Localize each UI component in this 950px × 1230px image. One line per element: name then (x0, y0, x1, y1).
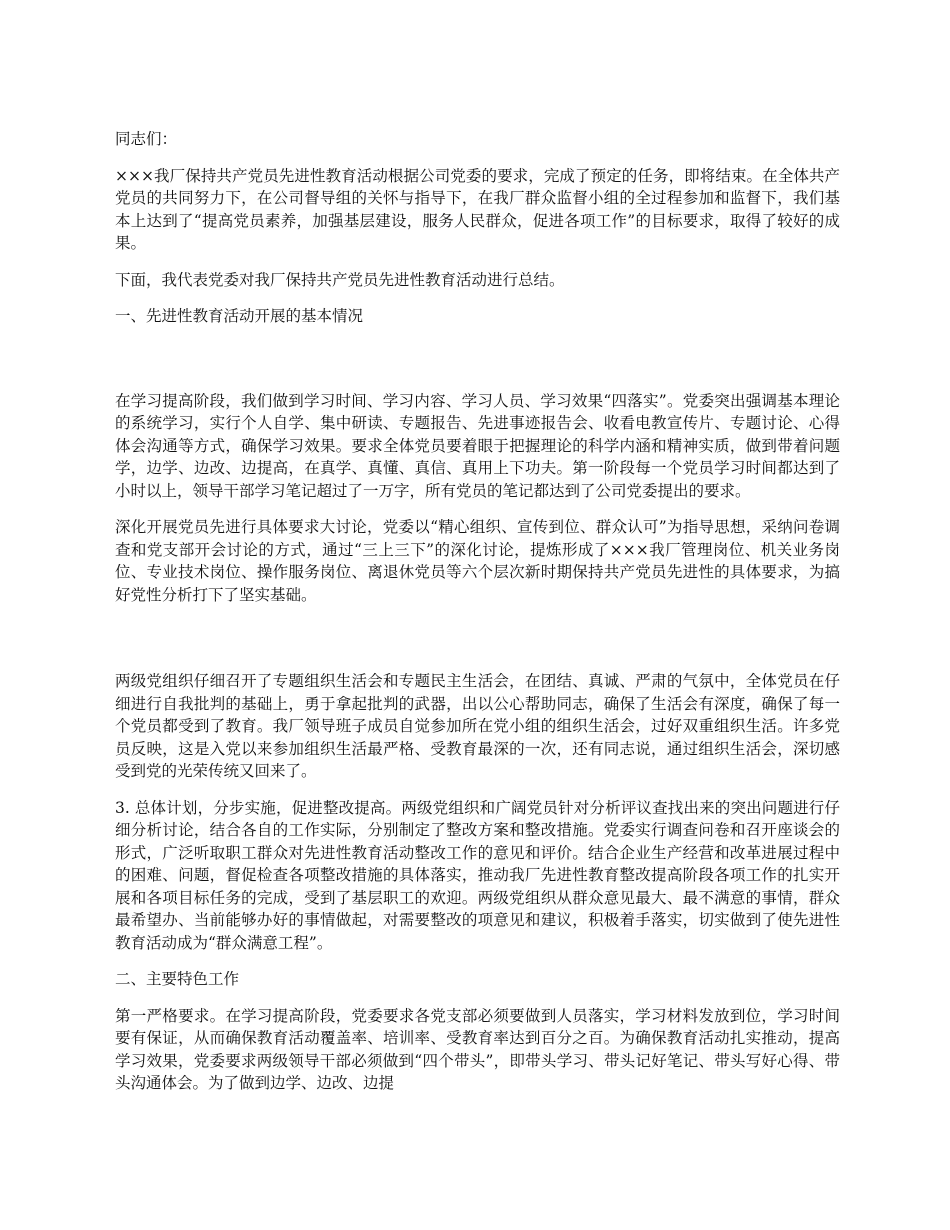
spacer (115, 620, 840, 670)
section-heading-special-work: 二、主要特色工作 (115, 970, 240, 988)
plan-paragraph: 3. 总体计划，分步实施，促进整改提高。两级党组织和广阔党员针对分析评议查找出来的突出问题进行仔细分析讨论，结合各自的工作实际，分别制定了整改方案和整改措施。党委实行调查问卷和召开座谈会的形式，广泛听取职工群众对先进性教育活动整改工作的意见和评价。结合企业生产经营和改革进展过程中的困难、问题，督促检查各项整改措施的具体落实，推动我厂先进性教育整改提高阶段各项工作的扎实开展和各项目标任务的完成，受到了基层职工的欢迎。两级党组织从群众意见最大、最不满意的事情，群众最希望办、当前能够办好的事情做起，对需要整改的项意见和建议，积极着手落实，切实做到了使先进性教育活动成为“群众满意工程”。 (115, 798, 840, 952)
section-heading-basic-situation: 一、先进性教育活动开展的基本情况 (115, 307, 364, 325)
study-paragraph: 在学习提高阶段，我们做到学习时间、学习内容、学习人员、学习效果“四落实”。党委突出强调基本理论的系统学习，实行个人自学、集中研读、专题报告、先进事迹报告会、收看电教宣传片、专题讨论、心得体会沟通等方式，确保学习效果。要求全体党员要着眼于把握理论的科学内涵和精神实质，做到带着问题学，边学、边改、边提高，在真学、真懂、真信、真用上下功夫。第一阶段每一个党员学习时间都达到了小时以上，领导干部学习笔记超过了一万字，所有党员的笔记都达到了公司党委提出的要求。 (115, 391, 840, 500)
meeting-paragraph: 两级党组织仔细召开了专题组织生活会和专题民主生活会，在团结、真诚、严肃的气氛中，全体党员在仔细进行自我批判的基础上，勇于拿起批判的武器，出以公心帮助同志，确保了生活会有深度，确保了每一个党员都受到了教育。我厂领导班子成员自觉参加所在党小组的组织生活会，过好双重组织生活。许多党员反映，这是入党以来参加组织生活最严格、受教育最深的一次，还有同志说，通过组织生活会，深切感受到党的光荣传统又回来了。 (115, 672, 840, 780)
discussion-paragraph: 深化开展党员先进行具体要求大讨论，党委以“精心组织、宣传到位、群众认可”为指导思想，采纳问卷调查和党支部开会讨论的方式，通过“三上三下”的深化讨论，提炼形成了×××我厂管理岗位、机关业务岗位、专业技术岗位、操作服务岗位、离退休党员等六个层次新时期保持共产党员先进性的具体要求，为搞好党性分析打下了坚实基础。 (115, 518, 840, 604)
greeting: 同志们： (115, 130, 178, 148)
spacer (115, 342, 840, 390)
document-body (115, 128, 840, 1109)
intro-paragraph: ×××我厂保持共产党员先进性教育活动根据公司党委的要求，完成了预定的任务，即将结束。在全体共产党员的共同努力下，在公司督导组的关怀与指导下，在我厂群众监督小组的全过程参加和监督下，我们基本上达到了“提高党员素养，加强基层建设，服务人民群众，促进各项工作”的目标要求，取得了较好的成果。 (115, 166, 840, 252)
summary-paragraph: 下面，我代表党委对我厂保持共产党员先进性教育活动进行总结。 (115, 270, 565, 289)
strict-requirement-paragraph: 第一严格要求。在学习提高阶段，党委要求各党支部必须要做到人员落实，学习材料发放到位，学习时间要有保证，从而确保教育活动覆盖率、培训率、受教育率达到百分之百。为确保教育活动扎实推动，提高学习效果，党委要求两级领导干部必须做到“四个带头”，即带头学习、带头记好笔记、带头写好心得、带头沟通体会。为了做到边学、边改、边提 (115, 1006, 840, 1092)
